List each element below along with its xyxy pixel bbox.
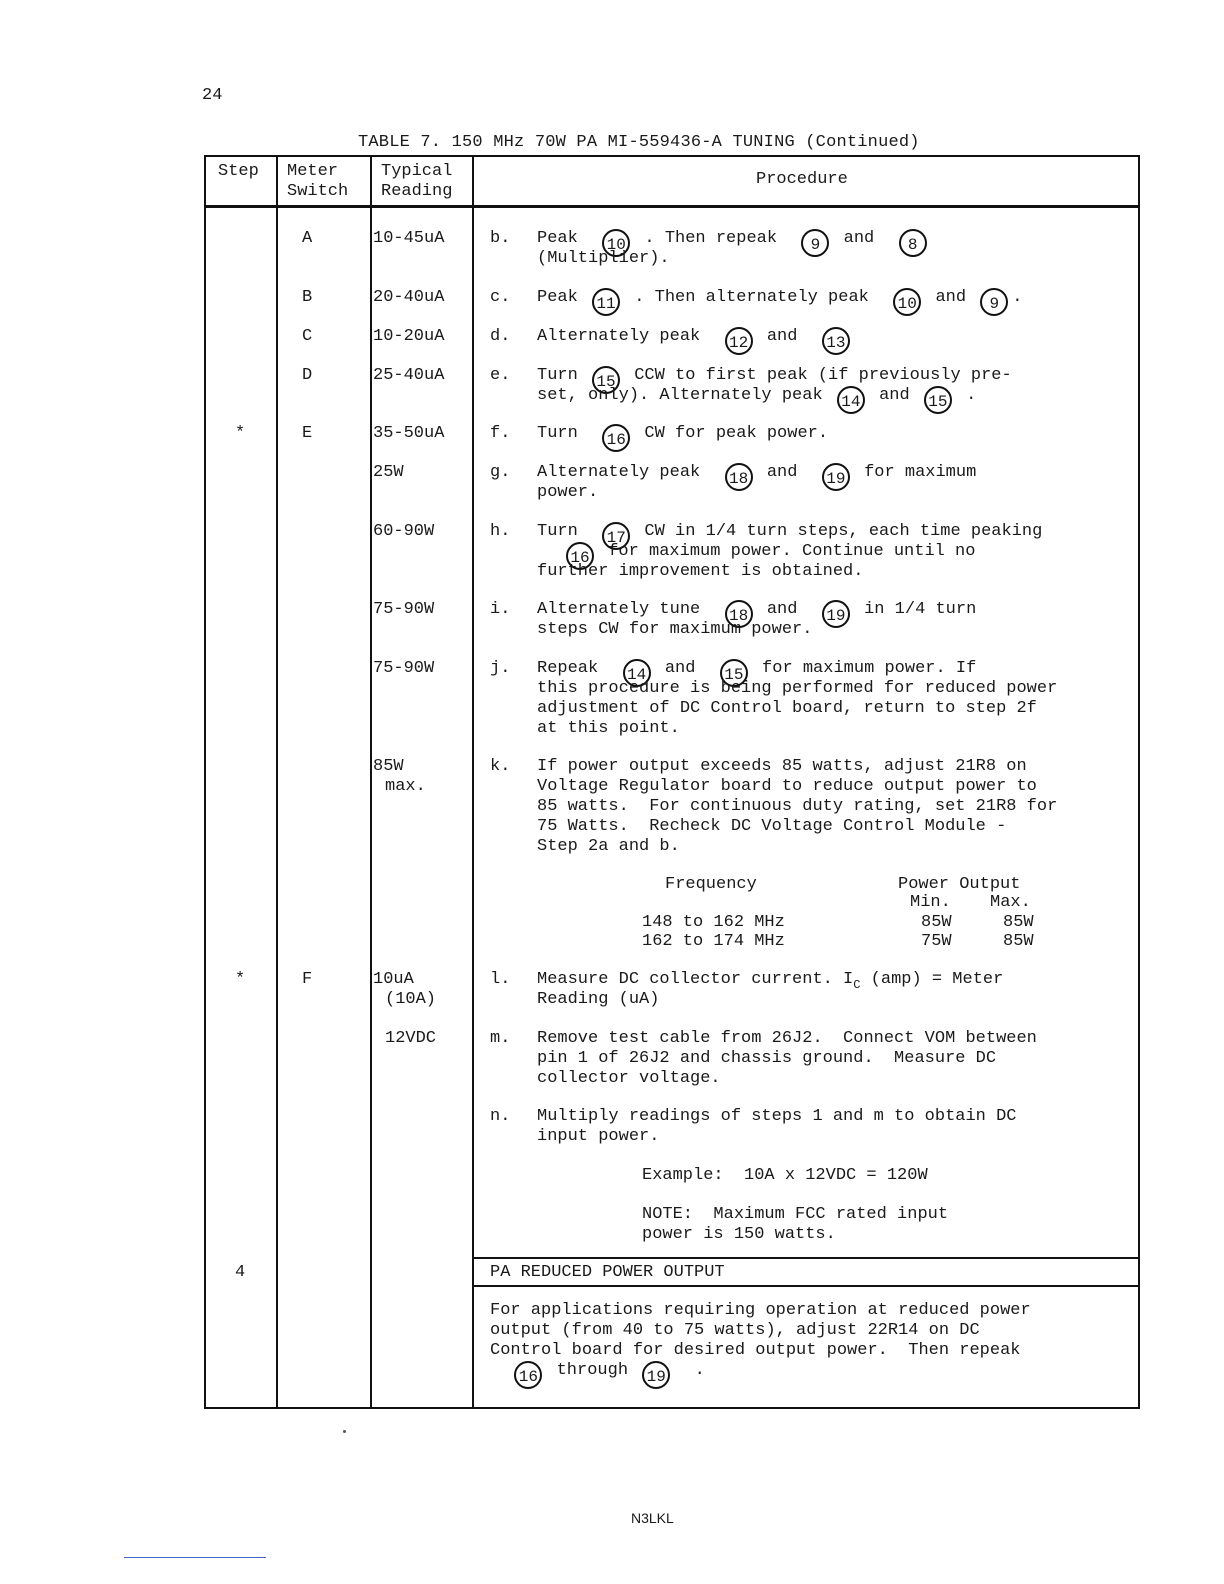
procedure-n-line2: input power. xyxy=(537,1127,660,1146)
procedure-k-line2: Voltage Regulator board to reduce output power to xyxy=(537,777,1037,796)
callout-15-icon: 15 xyxy=(924,386,952,414)
callout-12-icon: 12 xyxy=(725,327,753,355)
reading-b: 10-45uA xyxy=(373,229,445,248)
procedure-e-line1: Turn 15 CCW to first peak (if previously pre- xyxy=(537,366,1012,394)
reading-j: 75-90W xyxy=(373,659,435,678)
reading-e: 25-40uA xyxy=(373,366,445,385)
procedure-k-line4: 75 Watts. Recheck DC Voltage Control Module - xyxy=(537,817,1007,836)
step-letter-m: m. xyxy=(490,1029,511,1048)
procedure-j-line4: at this point. xyxy=(537,719,680,738)
example-text: Example: 10A x 12VDC = 120W xyxy=(642,1166,928,1185)
meter-e: D xyxy=(302,366,313,385)
step-4-number: 4 xyxy=(235,1263,246,1282)
procedure-l-line1: Measure DC collector current. $I_C$ (amp) = Meter xyxy=(537,970,1004,992)
callout-18-icon: 18 xyxy=(725,463,753,491)
procedure-i-line2: steps CW for maximum power. xyxy=(537,620,813,639)
header-step: Step xyxy=(218,162,259,181)
callout-16-icon: 16 xyxy=(514,1361,542,1389)
step-letter-k: k. xyxy=(490,757,511,776)
header-meter-line2: Switch xyxy=(287,182,349,201)
reading-i: 75-90W xyxy=(373,600,435,619)
step-marker-l: * xyxy=(235,970,246,989)
procedure-l-line2: Reading (uA) xyxy=(537,990,660,1009)
freq-row1-min: 85W xyxy=(921,913,952,932)
procedure-k-line3: 85 watts. For continuous duty rating, set 21R8 for xyxy=(537,797,1058,816)
callout-8-icon: 8 xyxy=(899,229,927,257)
header-meter-line1: Meter xyxy=(287,162,339,181)
header-procedure: Procedure xyxy=(756,170,848,189)
step-letter-e: e. xyxy=(490,366,511,385)
stray-dot xyxy=(343,1430,346,1433)
freq-row2-min: 75W xyxy=(921,932,952,951)
step-marker-f: * xyxy=(235,424,246,443)
procedure-j-line3: adjustment of DC Control board, return to step 2f xyxy=(537,699,1037,718)
procedure-b-line1: Peak 10 . Then repeak 9 and 8 xyxy=(537,229,931,257)
callout-16-icon: 16 xyxy=(566,542,594,570)
callout-14-icon: 14 xyxy=(837,386,865,414)
header-typical-line2: Reading xyxy=(381,182,453,201)
note-line2: power is 150 watts. xyxy=(642,1225,836,1244)
procedure-g-line1: Alternately peak 18 and 19 for maximum xyxy=(537,463,976,491)
step-4-line3: Control board for desired output power. Then repeak xyxy=(490,1341,1021,1360)
page-number: 24 xyxy=(202,86,223,105)
procedure-c-line1: Peak 11 . Then alternately peak 10 and 9 . xyxy=(537,288,1022,316)
procedure-g-line2: power. xyxy=(537,483,599,502)
procedure-j-line2: this procedure is being performed for reduced power xyxy=(537,679,1058,698)
procedure-d-line1: Alternately peak 12 and 13 xyxy=(537,327,854,355)
step-letter-g: g. xyxy=(490,463,511,482)
step-letter-b: b. xyxy=(490,229,511,248)
step-4-heading: PA REDUCED POWER OUTPUT xyxy=(490,1263,725,1282)
callout-19-icon: 19 xyxy=(822,463,850,491)
step-letter-c: c. xyxy=(490,288,511,307)
callout-17-icon: 17 xyxy=(602,522,630,550)
callout-14-icon: 14 xyxy=(623,659,651,687)
procedure-b-line2: (Multiplier). xyxy=(537,249,670,268)
max-header: Max. xyxy=(990,893,1031,912)
callout-9-icon: 9 xyxy=(801,229,829,257)
callout-10-icon: 10 xyxy=(602,229,630,257)
procedure-m-line3: collector voltage. xyxy=(537,1069,721,1088)
callout-16-icon: 16 xyxy=(602,424,630,452)
min-header: Min. xyxy=(910,893,951,912)
reading-m: 12VDC xyxy=(385,1029,437,1048)
footer-rule xyxy=(124,1557,266,1558)
freq-row1-max: 85W xyxy=(1003,913,1034,932)
callout-19-icon: 19 xyxy=(822,600,850,628)
procedure-j-line1: Repeak 14 and 15 for maximum power. If xyxy=(537,659,976,687)
freq-row2-max: 85W xyxy=(1003,932,1034,951)
footer-label: N3LKL xyxy=(631,1510,674,1526)
procedure-i-line1: Alternately tune 18 and 19 in 1/4 turn xyxy=(537,600,976,628)
meter-c: B xyxy=(302,288,313,307)
note-line1: NOTE: Maximum FCC rated input xyxy=(642,1205,949,1224)
procedure-f-line1: Turn 16 CW for peak power. xyxy=(537,424,828,452)
callout-15-icon: 15 xyxy=(720,659,748,687)
reading-d: 10-20uA xyxy=(373,327,445,346)
header-typical-line1: Typical xyxy=(381,162,453,181)
step-letter-l: l. xyxy=(490,970,511,989)
procedure-m-line1: Remove test cable from 26J2. Connect VOM between xyxy=(537,1029,1037,1048)
reading-h: 60-90W xyxy=(373,522,435,541)
freq-row2: 162 to 174 MHz xyxy=(642,932,785,951)
procedure-k-line1: If power output exceeds 85 watts, adjust 21R8 on xyxy=(537,757,1027,776)
callout-19-icon: 19 xyxy=(642,1361,670,1389)
freq-header: Frequency xyxy=(665,875,757,894)
meter-b: A xyxy=(302,229,313,248)
procedure-m-line2: pin 1 of 26J2 and chassis ground. Measure DC xyxy=(537,1049,997,1068)
freq-row1: 148 to 162 MHz xyxy=(642,913,785,932)
callout-13-icon: 13 xyxy=(822,327,850,355)
procedure-h-line3: further improvement is obtained. xyxy=(537,562,864,581)
callout-9-icon: 9 xyxy=(980,288,1008,316)
step-letter-d: d. xyxy=(490,327,511,346)
reading-k-line1: 85W xyxy=(373,757,404,776)
callout-11-icon: 11 xyxy=(592,288,620,316)
callout-18-icon: 18 xyxy=(725,600,753,628)
reading-k-line2: max. xyxy=(385,777,426,796)
meter-f: E xyxy=(302,424,313,443)
power-output-header: Power Output xyxy=(898,875,1021,894)
callout-15-icon: 15 xyxy=(592,366,620,394)
reading-l-line1: 10uA xyxy=(373,970,414,989)
reading-l-line2: (10A) xyxy=(385,990,437,1009)
procedure-e-line2: set, only). Alternately peak 14 and 15 . xyxy=(537,386,976,414)
reading-g: 25W xyxy=(373,463,404,482)
procedure-k-line5: Step 2a and b. xyxy=(537,837,680,856)
procedure-h-line2: 16 for maximum power. Continue until no xyxy=(562,542,975,570)
step-4-line4: 16 through 19 . xyxy=(490,1361,705,1389)
step-4-line1: For applications requiring operation at reduced power xyxy=(490,1301,1031,1320)
step-letter-h: h. xyxy=(490,522,511,541)
procedure-n-line1: Multiply readings of steps 1 and m to obtain DC xyxy=(537,1107,1017,1126)
table-title: TABLE 7. 150 MHz 70W PA MI-559436-A TUNING (Continued) xyxy=(358,133,920,152)
procedure-h-line1: Turn 17 CW in 1/4 turn steps, each time peaking xyxy=(537,522,1042,550)
meter-l: F xyxy=(302,970,313,989)
step-4-line2: output (from 40 to 75 watts), adjust 22R14 on DC xyxy=(490,1321,980,1340)
callout-10-icon: 10 xyxy=(893,288,921,316)
step-letter-n: n. xyxy=(490,1107,511,1126)
step-letter-f: f. xyxy=(490,424,511,443)
step-letter-j: j. xyxy=(490,659,511,678)
meter-d: C xyxy=(302,327,313,346)
step-letter-i: i. xyxy=(490,600,511,619)
reading-c: 20-40uA xyxy=(373,288,445,307)
reading-f: 35-50uA xyxy=(373,424,445,443)
